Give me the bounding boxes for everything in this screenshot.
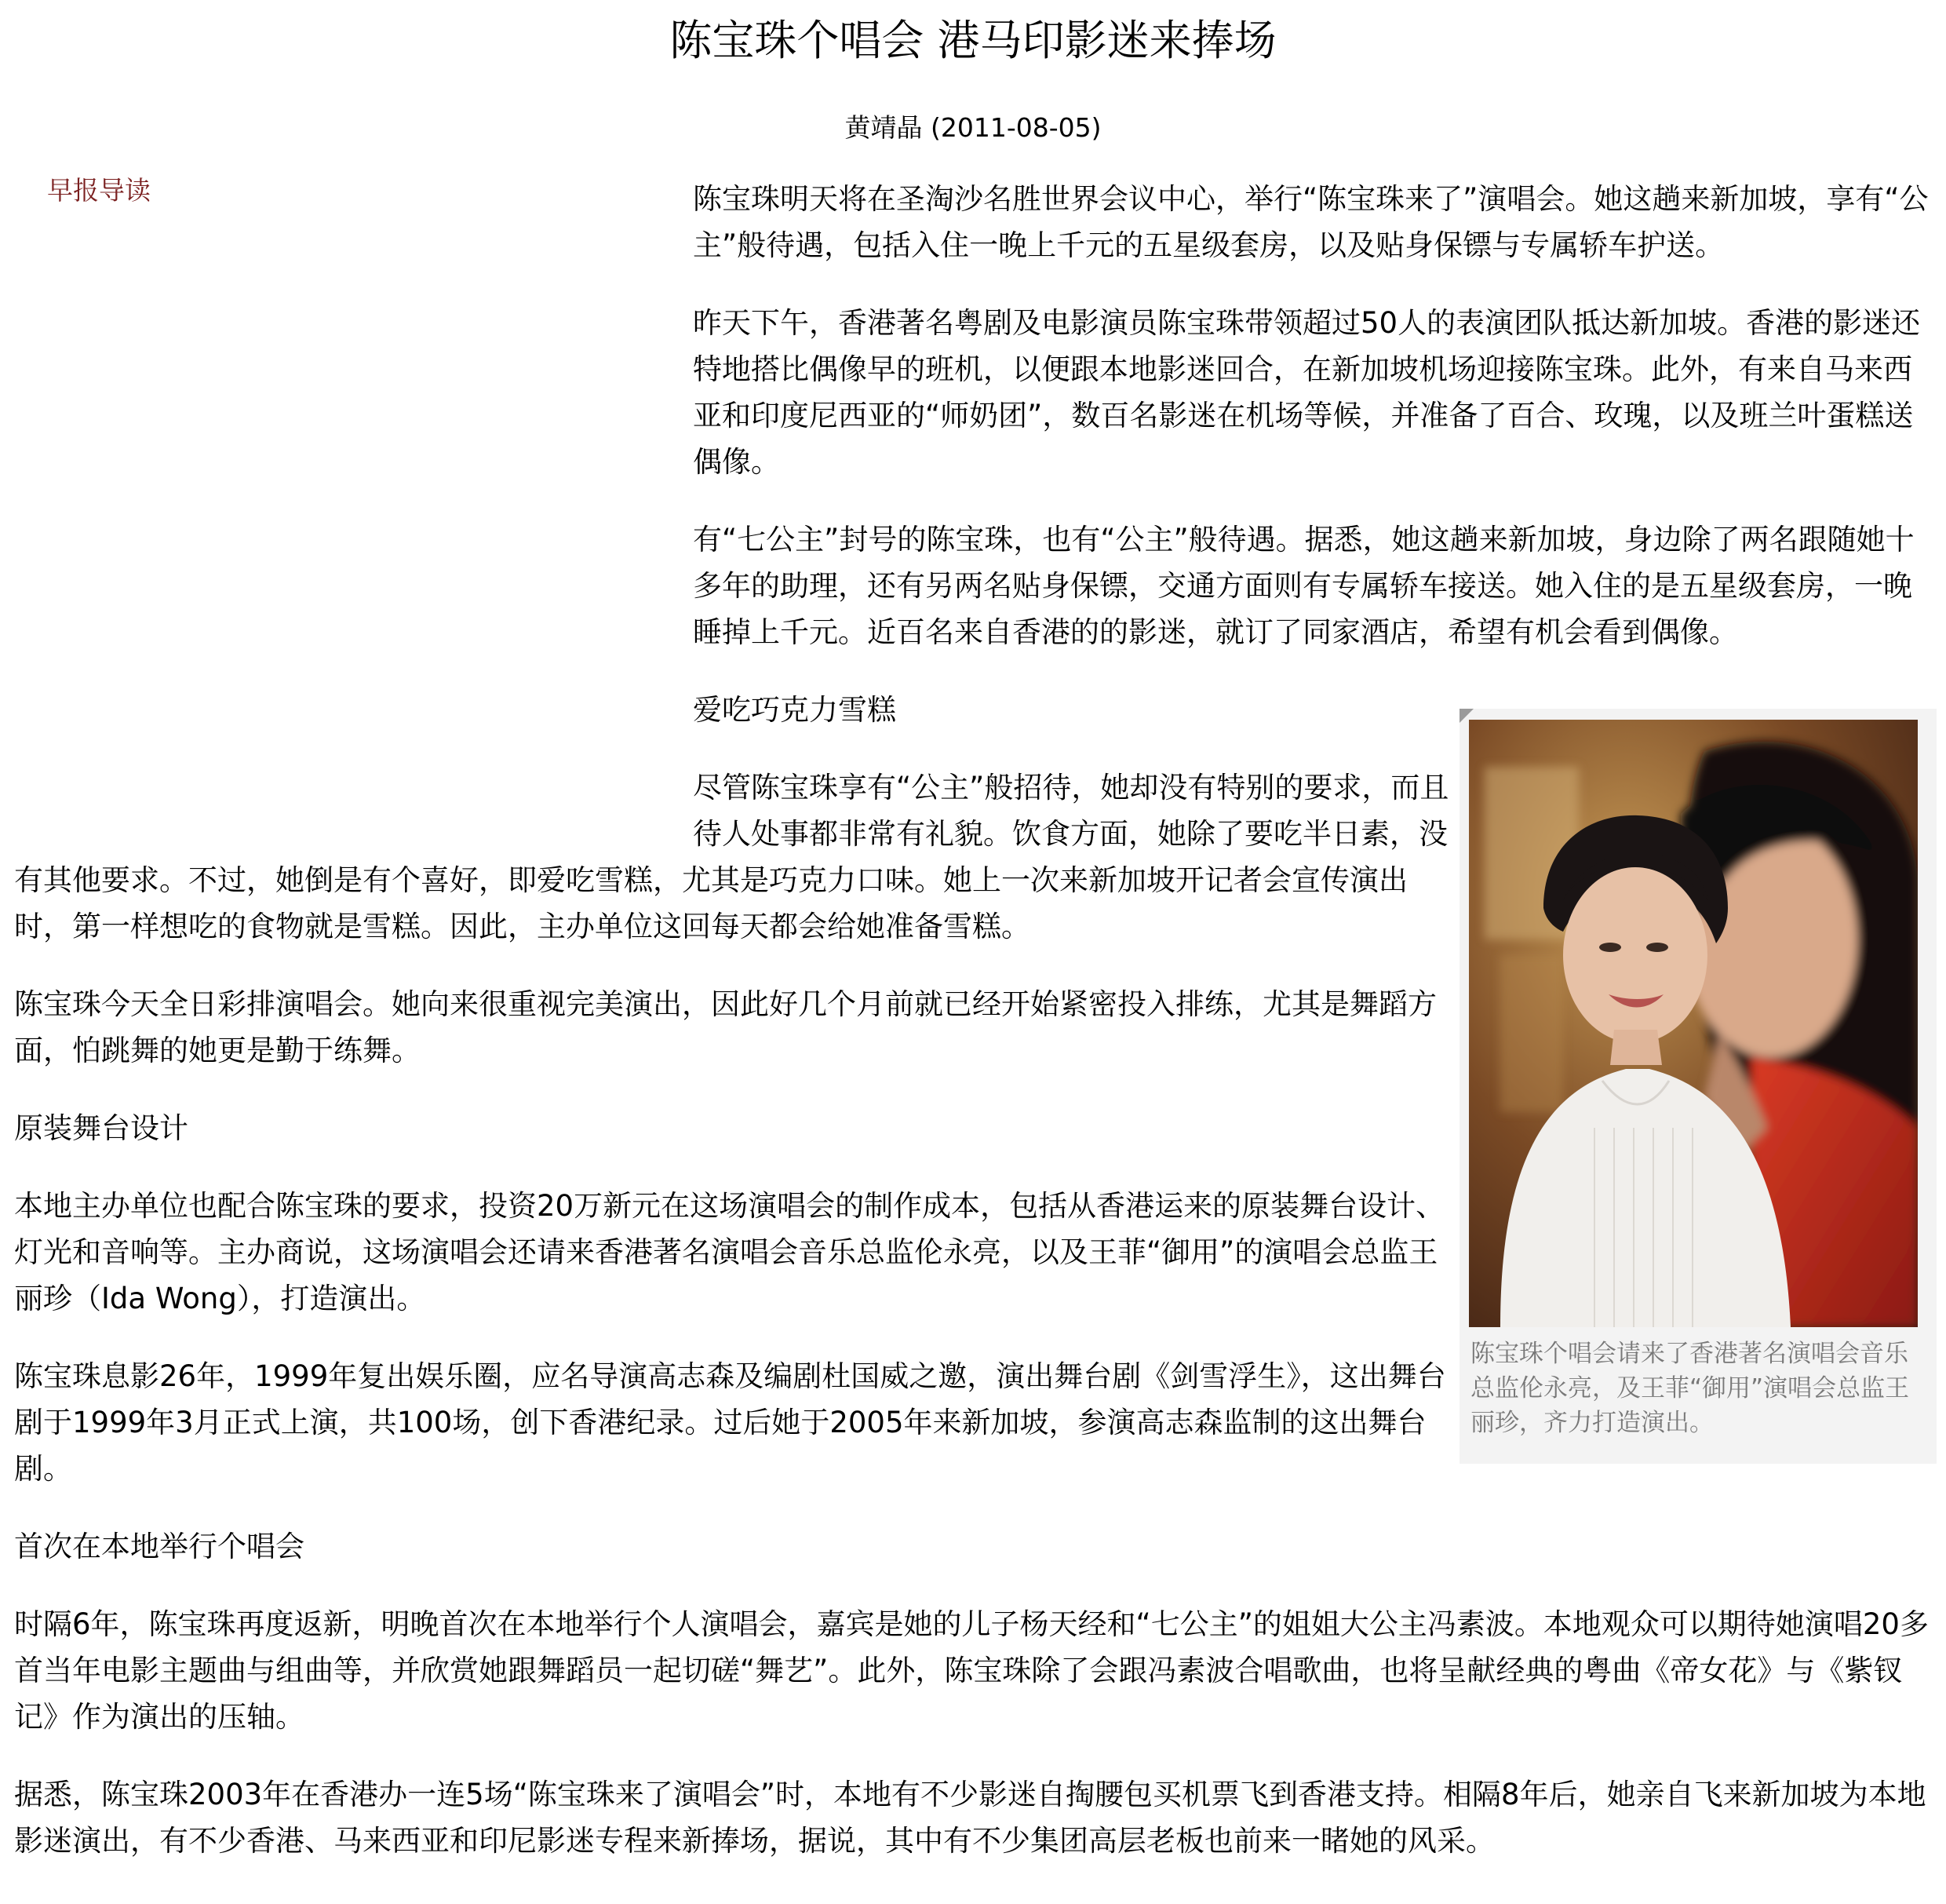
article-title: 陈宝珠个唱会 港马印影迷来捧场 xyxy=(669,16,1277,65)
paragraph: 据悉，陈宝珠2003年在香港办一连5场“陈宝珠来了演唱会”时，本地有不少影迷自掏腰包买机票飞到香港支持。相隔8年后，她亲自飞来新加坡为本地影迷演出，有不少香港、马来西亚和印尼影迷专程来新捧场，据说，其中有不少集团高层老板也前来一睹她的风采。 xyxy=(14,1778,1926,1858)
article-byline: 黄靖晶 (2011-08-05) xyxy=(844,112,1102,143)
paragraph: 陈宝珠今天全日彩排演唱会。她向来很重视完美演出，因此好几个月前就已经开始紧密投入排练，尤其是舞蹈方面，怕跳舞的她更是勤于练舞。 xyxy=(14,987,1437,1067)
paragraph: 昨天下午，香港著名粤剧及电影演员陈宝珠带领超过50人的表演团队抵达新加坡。香港的影迷还特地搭比偶像早的班机，以便跟本地影迷回合，在新加坡机场迎接陈宝珠。此外，有来自马来西亚和印度尼西亚的“师奶团”，数百名影迷在机场等候，并准备了百合、玫瑰，以及班兰叶蛋糕送偶像。 xyxy=(693,306,1921,479)
figure-corner-decoration xyxy=(1460,709,1474,723)
left-column-spacer xyxy=(14,176,693,835)
subheading: 爱吃巧克力雪糕 xyxy=(693,693,896,727)
figure-caption: 陈宝珠个唱会请来了香港著名演唱会音乐总监伦永亮，及王菲“御用”演唱会总监王丽珍，齐力打造演出。 xyxy=(1470,1340,1910,1437)
section-link-zaobao-daodu[interactable]: 早报导读 xyxy=(47,175,151,206)
paragraph: 有“七公主”封号的陈宝珠，也有“公主”般待遇。据悉，她这趟来新加坡，身边除了两名跟随她十多年的助理，还有另两名贴身保镖，交通方面则有专属轿车接送。她入住的是五星级套房，一晚睡掉上千元。近百名来自香港的的影迷，就订了同家酒店，希望有机会看到偶像。 xyxy=(693,523,1915,649)
subheading: 原装舞台设计 xyxy=(14,1111,188,1145)
subheading: 首次在本地举行个唱会 xyxy=(14,1530,304,1563)
paragraph: 时隔6年，陈宝珠再度返新，明晚首次在本地举行个人演唱会，嘉宾是她的儿子杨天经和“七公主”的姐姐大公主冯素波。本地观众可以期待她演唱20多首当年电影主题曲与组曲等，并欣赏她跟舞蹈员一起切磋“舞艺”。此外，陈宝珠除了会跟冯素波合唱歌曲，也将呈献经典的粤曲《帝女花》与《紫钗记》作为演出的压轴。 xyxy=(14,1607,1929,1734)
paragraph: 尽管陈宝珠享有“公主”般招待，她却没有特别的要求，而且待人处事都非常有礼貌。饮食方面，她除了要吃半日素，没有其他要求。不过，她倒是有个喜好，即爱吃雪糕，尤其是巧克力口味。她上一次来新加坡开记者会宣传演出时，第一样想吃的食物就是雪糕。因此，主办单位这回每天都会给她准备雪糕。 xyxy=(14,771,1449,943)
paragraph: 陈宝珠明天将在圣淘沙名胜世界会议中心，举行“陈宝珠来了”演唱会。她这趟来新加坡，享有“公主”般待遇，包括入住一晚上千元的五星级套房，以及贴身保镖与专属轿车护送。 xyxy=(693,182,1929,262)
paragraph: 本地主办单位也配合陈宝珠的要求，投资20万新元在这场演唱会的制作成本，包括从香港运来的原装舞台设计、灯光和音响等。主办商说，这场演唱会还请来香港著名演唱会音乐总监伦永亮，以及王菲“御用”的演唱会总监王丽珍（Ida Wong），打造演出。 xyxy=(14,1189,1445,1315)
paragraph: 陈宝珠息影26年，1999年复出娱乐圈，应名导演高志森及编剧杜国威之邀，演出舞台剧《剑雪浮生》，这出舞台剧于1999年3月正式上演，共100场，创下香港纪录。过后她于2005年来新加坡，参演高志森监制的这出舞台剧。 xyxy=(14,1359,1446,1486)
photo-chan-po-chu xyxy=(1469,720,1918,1327)
article-figure xyxy=(1460,709,1937,1464)
article-body xyxy=(14,176,1937,1895)
